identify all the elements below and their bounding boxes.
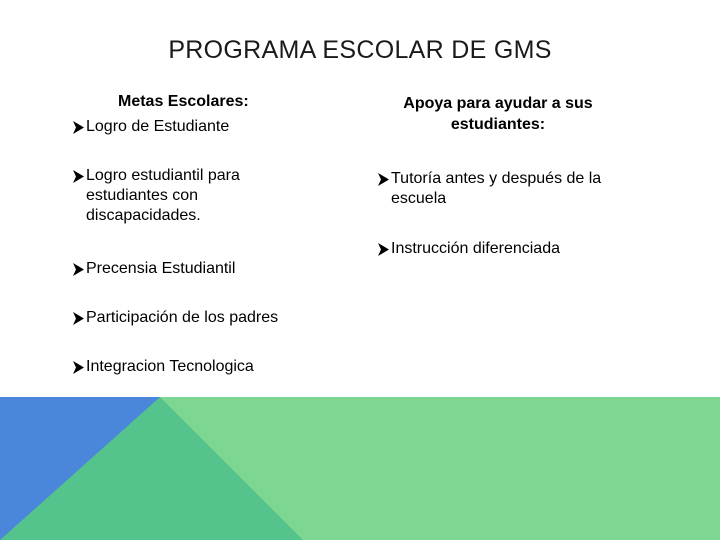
list-item-label: Integracion Tecnologica <box>86 358 254 375</box>
arrow-bullet-icon <box>73 308 86 325</box>
list-item <box>73 166 278 226</box>
right-column-heading: Apoya para ayudar a sus estudiantes: <box>403 95 593 133</box>
arrow-bullet-icon <box>73 357 86 374</box>
list-item-label: Tutoría antes y después de la escuela <box>391 170 602 207</box>
list-item-label: Participación de los padres <box>86 309 279 326</box>
list-item <box>73 259 235 279</box>
list-item <box>73 357 254 377</box>
list-item-label: Logro de Estudiante <box>86 118 230 135</box>
page-title: PROGRAMA ESCOLAR DE GMS <box>168 36 552 64</box>
list-item-label: Instrucción diferenciada <box>391 240 560 257</box>
arrow-bullet-icon <box>73 117 86 134</box>
list-item <box>73 308 278 328</box>
left-column-heading: Metas Escolares: <box>118 93 249 110</box>
arrow-bullet-icon <box>378 239 391 256</box>
list-item-label: Logro estudiantil para estudiantes con discapacidades. <box>86 167 240 224</box>
arrow-bullet-icon <box>73 259 86 276</box>
list-item <box>378 169 623 209</box>
list-item-label: Precensia Estudiantil <box>86 260 236 277</box>
list-item <box>73 117 229 137</box>
arrow-bullet-icon <box>378 169 391 186</box>
arrow-bullet-icon <box>73 166 86 183</box>
list-item <box>378 239 560 259</box>
